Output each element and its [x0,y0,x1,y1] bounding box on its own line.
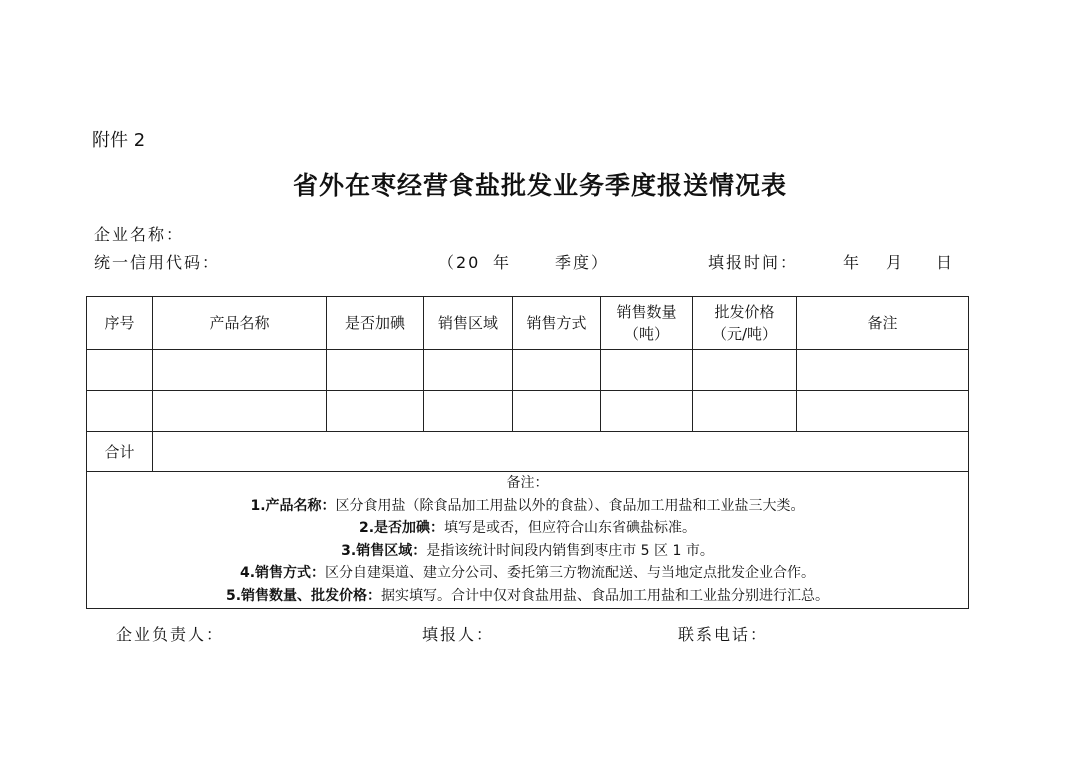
table-cell[interactable] [513,391,601,432]
notes-cell [87,472,969,609]
table-cell[interactable] [797,391,969,432]
filler-label: 填报人： [422,625,495,644]
table-cell[interactable] [797,350,969,391]
header-remarks: 备注 [797,297,969,350]
table-cell[interactable] [153,350,327,391]
total-label: 合计 [87,432,153,472]
company-head-label: 企业负责人： [116,625,225,644]
note-item: 1.产品名称：区分食用盐（除食品加工用盐以外的食盐）、食品加工用盐和工业盐三大类。 [250,497,805,514]
note-item: 3.销售区域：是指该统计时间段内销售到枣庄市 5 区 1 市。 [341,542,714,559]
table-cell[interactable] [87,350,153,391]
attachment-label: 附件 2 [92,130,146,151]
header-sales-method: 销售方式 [513,297,601,350]
note-item: 2.是否加碘：填写是或否，但应符合山东省碘盐标准。 [358,520,697,537]
year-prefix: （20 [438,253,481,272]
page-title: 省外在枣经营食盐批发业务季度报送情况表 [292,171,787,200]
company-name-label: 企业名称： [94,225,185,244]
fill-month-label: 月 [886,253,905,272]
fill-time-label: 填报时间： [708,253,799,272]
table-cell[interactable] [601,350,693,391]
table-cell[interactable] [513,350,601,391]
table-cell[interactable] [424,391,513,432]
table-cell[interactable] [327,350,424,391]
quarter-label: 季度） [555,253,610,272]
header-sales-qty: 销售数量 （吨） [601,297,693,350]
table-row [87,350,969,391]
table-cell[interactable] [424,350,513,391]
header-product-name: 产品名称 [153,297,327,350]
table-cell[interactable] [327,391,424,432]
table-cell[interactable] [693,350,797,391]
note-item: 5.销售数量、批发价格：据实填写。合计中仅对食盐用盐、食品加工用盐和工业盐分别进行汇总。 [225,587,830,604]
notes-heading: 备注： [506,475,549,491]
fill-day-label: 日 [936,253,955,272]
total-row [87,432,969,472]
report-table [86,296,969,609]
table-row [87,391,969,432]
header-seq: 序号 [87,297,153,350]
fill-year-label: 年 [843,253,862,272]
table-cell[interactable] [601,391,693,432]
note-item: 4.销售方式：区分自建渠道、建立分公司、委托第三方物流配送、与当地定点批发企业合作。 [239,565,816,582]
notes-row [87,472,969,609]
header-wholesale-price: 批发价格 （元/吨） [693,297,797,350]
table-header-row [87,297,969,350]
header-sales-region: 销售区域 [424,297,513,350]
year-suffix: 年 [493,253,512,272]
phone-label: 联系电话： [678,625,769,644]
table-cell[interactable] [87,391,153,432]
table-cell[interactable] [153,391,327,432]
total-cell[interactable] [153,432,969,472]
credit-code-label: 统一信用代码： [94,253,221,272]
table-cell[interactable] [693,391,797,432]
header-iodized: 是否加碘 [327,297,424,350]
